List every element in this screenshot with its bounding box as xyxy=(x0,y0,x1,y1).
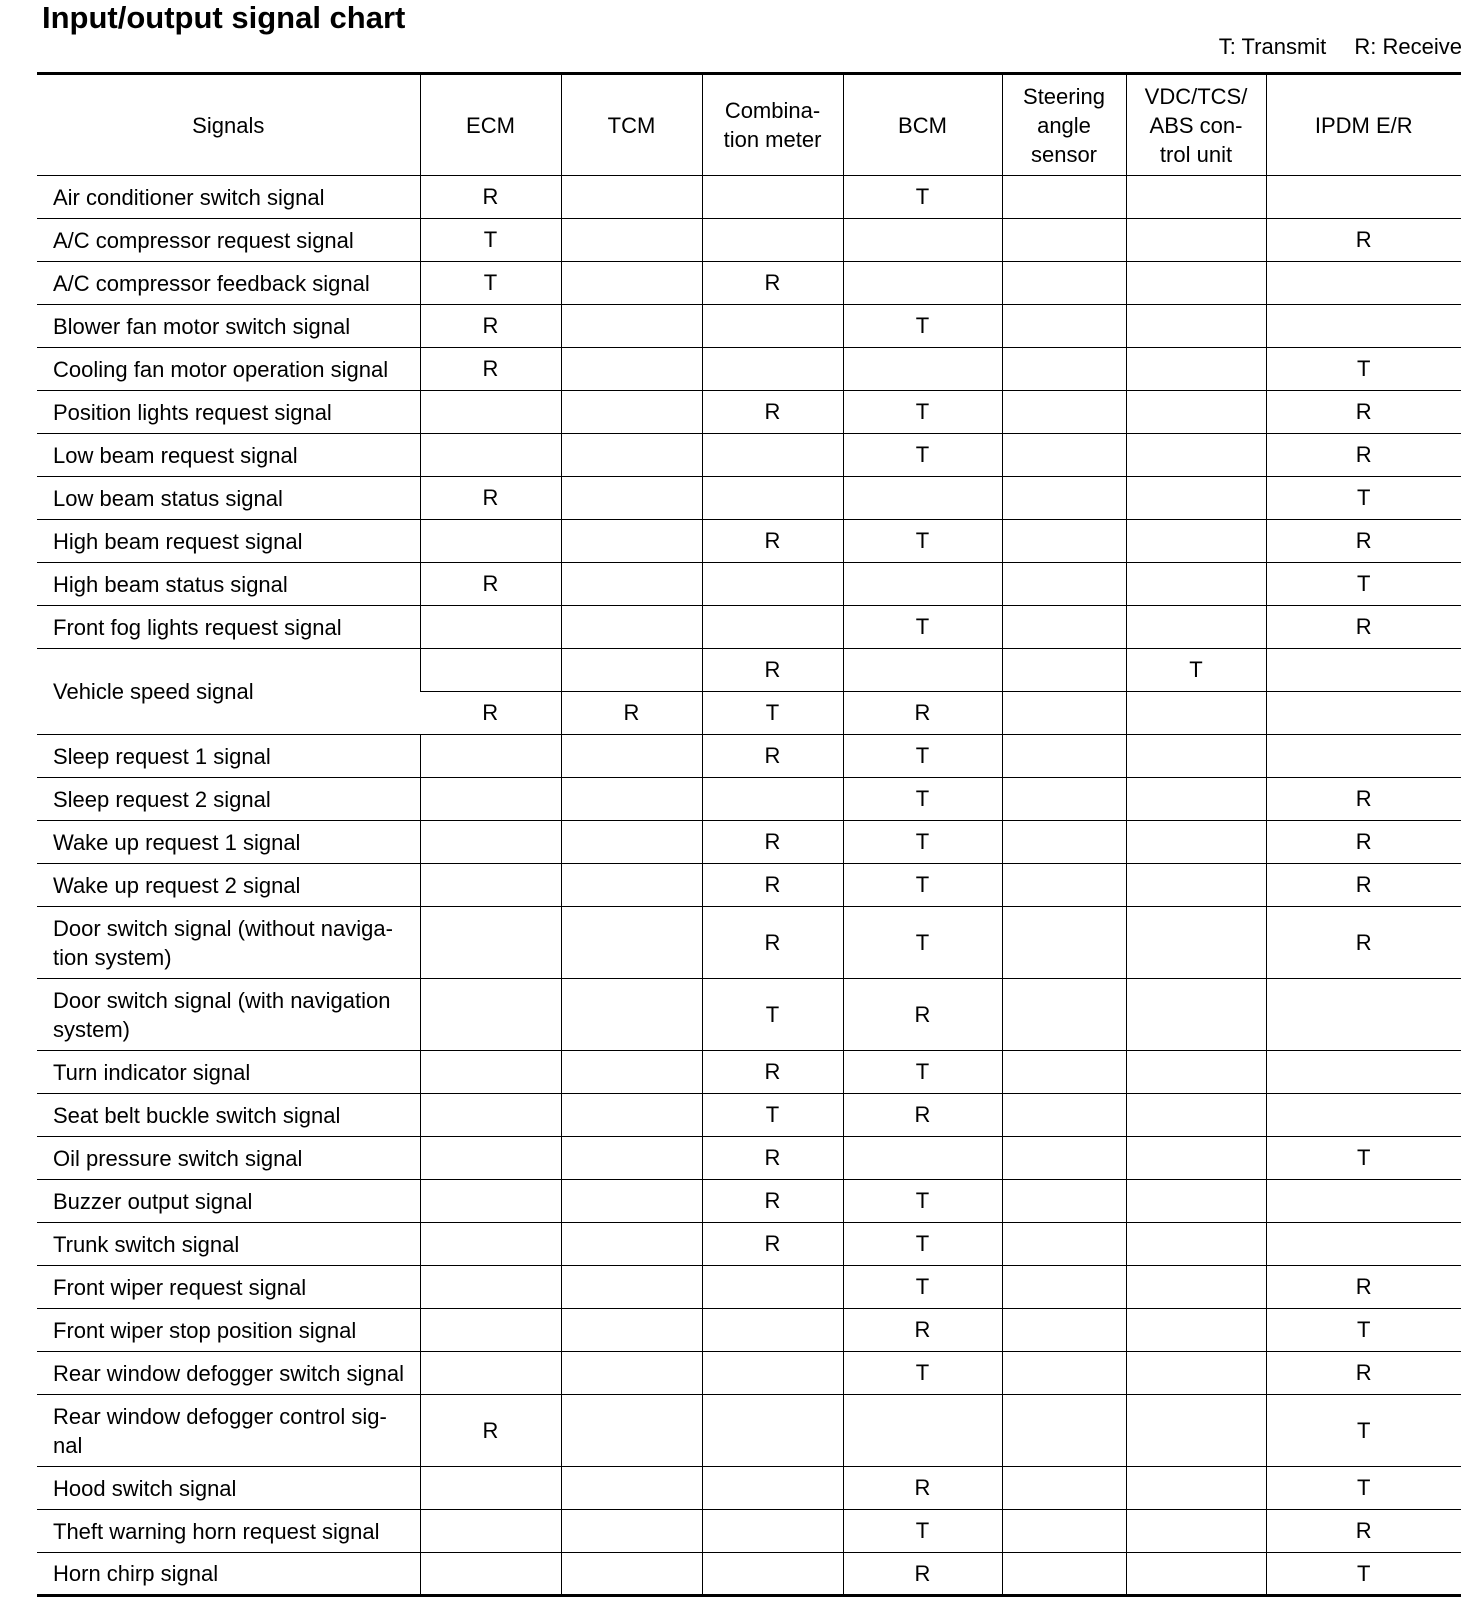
signal-value-cell xyxy=(702,1553,843,1596)
signal-value-cell xyxy=(420,1180,561,1223)
signal-value-cell xyxy=(1002,606,1126,649)
signal-value-cell xyxy=(702,176,843,219)
signal-value-cell xyxy=(1126,735,1266,778)
table-row xyxy=(37,979,1461,1051)
signal-name-cell: Turn indicator signal xyxy=(37,1051,420,1094)
signal-value-cell: T xyxy=(843,1266,1002,1309)
header-tcm: TCM xyxy=(561,74,702,176)
signal-value-cell: R xyxy=(843,1309,1002,1352)
signal-value-cell xyxy=(1126,907,1266,979)
signal-value-cell: R xyxy=(702,649,843,692)
signal-value-cell xyxy=(843,649,1002,692)
signal-value-cell xyxy=(420,778,561,821)
signal-name-cell: Door switch signal (without naviga- tion system) xyxy=(37,907,420,979)
signal-value-cell xyxy=(561,1266,702,1309)
signal-name-cell: Wake up request 1 signal xyxy=(37,821,420,864)
signal-name-cell: Low beam status signal xyxy=(37,477,420,520)
signal-value-cell xyxy=(420,979,561,1051)
signal-value-cell: T xyxy=(843,1510,1002,1553)
signal-value-cell xyxy=(1126,305,1266,348)
chart-title: Input/output signal chart xyxy=(42,0,406,35)
signal-name-cell: High beam status signal xyxy=(37,563,420,606)
signal-value-cell xyxy=(843,1395,1002,1467)
signal-value-cell: R xyxy=(1266,391,1461,434)
signal-value-cell: T xyxy=(843,907,1002,979)
signal-value-cell xyxy=(1002,477,1126,520)
signal-value-cell xyxy=(702,1395,843,1467)
signal-value-cell xyxy=(420,434,561,477)
signal-value-cell xyxy=(1002,176,1126,219)
signal-value-cell: R xyxy=(1266,907,1461,979)
signal-value-cell xyxy=(1002,1510,1126,1553)
signal-name-cell: Sleep request 2 signal xyxy=(37,778,420,821)
table-row xyxy=(37,606,1461,649)
signal-value-cell xyxy=(561,649,702,692)
table-row xyxy=(37,1510,1461,1553)
signal-value-cell xyxy=(1126,1395,1266,1467)
signal-value-cell xyxy=(702,1266,843,1309)
signal-value-cell xyxy=(561,735,702,778)
table-row xyxy=(37,1094,1461,1137)
signal-name-cell: Blower fan motor switch signal xyxy=(37,305,420,348)
signal-value-cell xyxy=(420,1266,561,1309)
header-steering-angle-sensor: Steering angle sensor xyxy=(1002,74,1126,176)
signal-value-cell xyxy=(561,1510,702,1553)
signal-name-cell: Front wiper stop position signal xyxy=(37,1309,420,1352)
signal-value-cell: R xyxy=(1266,1510,1461,1553)
signal-name-cell: Rear window defogger control sig- nal xyxy=(37,1395,420,1467)
table-row xyxy=(37,1180,1461,1223)
signal-value-cell xyxy=(561,1094,702,1137)
signal-value-cell xyxy=(702,778,843,821)
signal-value-cell: T xyxy=(702,692,843,735)
signal-value-cell xyxy=(1002,1223,1126,1266)
signal-value-cell xyxy=(1126,1266,1266,1309)
signal-value-cell xyxy=(1002,778,1126,821)
signal-value-cell xyxy=(1126,821,1266,864)
signal-value-cell xyxy=(420,1094,561,1137)
signal-value-cell: T xyxy=(843,434,1002,477)
signal-value-cell xyxy=(561,1223,702,1266)
signal-value-cell xyxy=(702,1467,843,1510)
signal-value-cell xyxy=(1126,219,1266,262)
table-row xyxy=(37,907,1461,979)
signal-value-cell xyxy=(561,864,702,907)
signal-value-cell: R xyxy=(1266,1352,1461,1395)
signal-value-cell xyxy=(561,1309,702,1352)
signal-value-cell xyxy=(561,391,702,434)
signal-value-cell xyxy=(561,434,702,477)
signal-value-cell: R xyxy=(420,477,561,520)
signal-value-cell xyxy=(1266,176,1461,219)
signal-value-cell xyxy=(420,1352,561,1395)
signal-name-cell: Rear window defogger switch signal xyxy=(37,1352,420,1395)
signal-value-cell xyxy=(561,979,702,1051)
signal-value-cell xyxy=(843,219,1002,262)
table-row xyxy=(37,219,1461,262)
signal-value-cell xyxy=(1126,262,1266,305)
signal-value-cell: R xyxy=(1266,219,1461,262)
signal-value-cell xyxy=(1266,1094,1461,1137)
signal-value-cell xyxy=(1266,692,1461,735)
signal-value-cell xyxy=(1126,692,1266,735)
signal-name-cell: Sleep request 1 signal xyxy=(37,735,420,778)
signal-value-cell xyxy=(420,864,561,907)
signal-value-cell: R xyxy=(702,391,843,434)
signal-name-cell: Cooling fan motor operation signal xyxy=(37,348,420,391)
signal-value-cell xyxy=(561,1553,702,1596)
signal-value-cell xyxy=(1126,606,1266,649)
signal-value-cell xyxy=(420,821,561,864)
signal-name-cell: High beam request signal xyxy=(37,520,420,563)
signal-value-cell: T xyxy=(843,305,1002,348)
header-ecm: ECM xyxy=(420,74,561,176)
signal-value-cell xyxy=(561,520,702,563)
signal-value-cell xyxy=(1002,219,1126,262)
table-row xyxy=(37,864,1461,907)
signal-value-cell: R xyxy=(420,692,561,735)
signal-value-cell xyxy=(1266,1051,1461,1094)
signal-value-cell: T xyxy=(843,391,1002,434)
signal-value-cell: T xyxy=(420,262,561,305)
signal-value-cell xyxy=(1126,434,1266,477)
signal-value-cell xyxy=(561,348,702,391)
signal-value-cell xyxy=(1002,563,1126,606)
legend xyxy=(1197,34,1462,60)
signal-value-cell: T xyxy=(843,778,1002,821)
signal-value-cell xyxy=(420,1051,561,1094)
signal-table xyxy=(37,72,1461,1597)
signal-value-cell xyxy=(702,1352,843,1395)
signal-value-cell xyxy=(1002,348,1126,391)
signal-value-cell: T xyxy=(843,520,1002,563)
signal-value-cell xyxy=(1126,979,1266,1051)
table-row xyxy=(37,391,1461,434)
signal-value-cell xyxy=(561,305,702,348)
header-signals: Signals xyxy=(37,74,420,176)
signal-value-cell xyxy=(1266,979,1461,1051)
signal-name-cell: Hood switch signal xyxy=(37,1467,420,1510)
signal-value-cell: T xyxy=(420,219,561,262)
signal-value-cell xyxy=(1002,907,1126,979)
signal-value-cell xyxy=(1002,305,1126,348)
signal-value-cell: T xyxy=(1266,477,1461,520)
signal-value-cell: R xyxy=(420,305,561,348)
signal-value-cell xyxy=(561,606,702,649)
signal-value-cell xyxy=(1002,391,1126,434)
signal-value-cell xyxy=(702,1309,843,1352)
signal-value-cell xyxy=(1002,1051,1126,1094)
signal-value-cell: T xyxy=(843,864,1002,907)
signal-value-cell xyxy=(1126,1467,1266,1510)
signal-value-cell: T xyxy=(1266,563,1461,606)
signal-value-cell: T xyxy=(1266,1309,1461,1352)
signal-value-cell xyxy=(561,1395,702,1467)
signal-value-cell xyxy=(561,1352,702,1395)
signal-value-cell: R xyxy=(702,735,843,778)
signal-name-cell: Front wiper request signal xyxy=(37,1266,420,1309)
signal-value-cell xyxy=(1126,348,1266,391)
signal-value-cell xyxy=(843,348,1002,391)
table-row xyxy=(37,778,1461,821)
table-row xyxy=(37,262,1461,305)
signal-value-cell: R xyxy=(420,176,561,219)
signal-value-cell xyxy=(561,1467,702,1510)
signal-value-cell: R xyxy=(702,1137,843,1180)
signal-value-cell xyxy=(561,907,702,979)
signal-value-cell xyxy=(702,219,843,262)
table-row xyxy=(37,434,1461,477)
signal-value-cell xyxy=(702,563,843,606)
signal-value-cell xyxy=(420,735,561,778)
signal-value-cell xyxy=(843,1137,1002,1180)
signal-value-cell xyxy=(420,1510,561,1553)
signal-value-cell xyxy=(420,1223,561,1266)
signal-value-cell xyxy=(420,907,561,979)
signal-value-cell: R xyxy=(420,563,561,606)
signal-value-cell: T xyxy=(843,176,1002,219)
signal-value-cell: T xyxy=(1266,1137,1461,1180)
signal-value-cell xyxy=(1266,649,1461,692)
table-body xyxy=(37,176,1461,1596)
signal-value-cell xyxy=(1002,735,1126,778)
signal-value-cell xyxy=(1002,1094,1126,1137)
signal-value-cell: R xyxy=(843,979,1002,1051)
signal-value-cell xyxy=(1126,1309,1266,1352)
table-row xyxy=(37,821,1461,864)
signal-value-cell xyxy=(1126,1051,1266,1094)
table-row xyxy=(37,1223,1461,1266)
signal-name-cell: Vehicle speed signal xyxy=(37,649,420,735)
signal-value-cell xyxy=(561,778,702,821)
signal-value-cell xyxy=(702,348,843,391)
signal-value-cell: R xyxy=(420,1395,561,1467)
signal-name-cell: Front fog lights request signal xyxy=(37,606,420,649)
signal-value-cell xyxy=(561,821,702,864)
signal-value-cell xyxy=(1126,1510,1266,1553)
signal-value-cell xyxy=(1126,477,1266,520)
signal-value-cell xyxy=(1002,1553,1126,1596)
table-row xyxy=(37,1395,1461,1467)
signal-value-cell xyxy=(1002,979,1126,1051)
signal-value-cell: T xyxy=(843,606,1002,649)
table-row xyxy=(37,1352,1461,1395)
table-row xyxy=(37,1467,1461,1510)
signal-value-cell: R xyxy=(1266,606,1461,649)
signal-value-cell xyxy=(561,1180,702,1223)
signal-value-cell xyxy=(420,1467,561,1510)
legend-transmit: T: Transmit xyxy=(1218,34,1327,59)
signal-value-cell xyxy=(1002,864,1126,907)
signal-value-cell: T xyxy=(1266,1467,1461,1510)
signal-value-cell xyxy=(561,262,702,305)
signal-name-cell: Wake up request 2 signal xyxy=(37,864,420,907)
signal-value-cell: T xyxy=(843,1180,1002,1223)
signal-value-cell xyxy=(1002,520,1126,563)
signal-value-cell xyxy=(1126,1180,1266,1223)
signal-value-cell xyxy=(1002,434,1126,477)
signal-name-cell: Buzzer output signal xyxy=(37,1180,420,1223)
signal-value-cell: R xyxy=(702,864,843,907)
signal-value-cell xyxy=(1002,1266,1126,1309)
signal-value-cell xyxy=(702,606,843,649)
signal-value-cell xyxy=(702,305,843,348)
signal-value-cell xyxy=(1126,1553,1266,1596)
table-row xyxy=(37,305,1461,348)
signal-value-cell xyxy=(420,1137,561,1180)
signal-value-cell: R xyxy=(1266,520,1461,563)
signal-value-cell xyxy=(561,563,702,606)
signal-value-cell xyxy=(843,477,1002,520)
signal-name-cell: Low beam request signal xyxy=(37,434,420,477)
table-row xyxy=(37,563,1461,606)
signal-value-cell: R xyxy=(1266,434,1461,477)
signal-value-cell xyxy=(1002,649,1126,692)
signal-value-cell xyxy=(702,1510,843,1553)
signal-value-cell: R xyxy=(561,692,702,735)
signal-value-cell: R xyxy=(702,1180,843,1223)
table-row xyxy=(37,1051,1461,1094)
signal-value-cell xyxy=(1126,1223,1266,1266)
signal-value-cell: R xyxy=(420,348,561,391)
signal-value-cell: R xyxy=(702,1051,843,1094)
signal-value-cell xyxy=(1126,563,1266,606)
header-combination-meter: Combina- tion meter xyxy=(702,74,843,176)
signal-value-cell xyxy=(1002,1395,1126,1467)
signal-value-cell xyxy=(561,477,702,520)
header-bcm: BCM xyxy=(843,74,1002,176)
signal-value-cell xyxy=(1266,735,1461,778)
signal-value-cell xyxy=(561,176,702,219)
signal-value-cell xyxy=(1126,778,1266,821)
table-row xyxy=(37,520,1461,563)
signal-value-cell xyxy=(1266,1223,1461,1266)
signal-value-cell: T xyxy=(702,979,843,1051)
signal-value-cell: T xyxy=(843,821,1002,864)
signal-value-cell xyxy=(420,606,561,649)
table-row xyxy=(37,649,1461,692)
signal-value-cell xyxy=(702,477,843,520)
signal-value-cell: R xyxy=(843,1467,1002,1510)
signal-name-cell: Air conditioner switch signal xyxy=(37,176,420,219)
signal-name-cell: Oil pressure switch signal xyxy=(37,1137,420,1180)
signal-value-cell xyxy=(1002,1137,1126,1180)
signal-value-cell xyxy=(420,1309,561,1352)
signal-value-cell: T xyxy=(1266,348,1461,391)
table-row xyxy=(37,348,1461,391)
signal-value-cell xyxy=(843,563,1002,606)
signal-value-cell xyxy=(702,434,843,477)
signal-name-cell: Position lights request signal xyxy=(37,391,420,434)
signal-name-cell: Horn chirp signal xyxy=(37,1553,420,1596)
signal-value-cell: R xyxy=(1266,778,1461,821)
table-header-row xyxy=(37,74,1461,176)
signal-value-cell: T xyxy=(843,1223,1002,1266)
signal-name-cell: Door switch signal (with navigation system) xyxy=(37,979,420,1051)
signal-value-cell: T xyxy=(843,1352,1002,1395)
signal-value-cell: T xyxy=(843,1051,1002,1094)
table-row xyxy=(37,477,1461,520)
signal-name-cell: Seat belt buckle switch signal xyxy=(37,1094,420,1137)
signal-value-cell xyxy=(561,1137,702,1180)
signal-value-cell xyxy=(420,391,561,434)
signal-value-cell: R xyxy=(702,821,843,864)
signal-value-cell xyxy=(1266,262,1461,305)
signal-value-cell: R xyxy=(1266,1266,1461,1309)
signal-value-cell xyxy=(843,262,1002,305)
table-row xyxy=(37,1309,1461,1352)
signal-value-cell xyxy=(561,1051,702,1094)
signal-value-cell xyxy=(1126,864,1266,907)
signal-value-cell: R xyxy=(702,262,843,305)
signal-value-cell xyxy=(1126,1137,1266,1180)
signal-value-cell: T xyxy=(843,735,1002,778)
signal-value-cell: T xyxy=(1126,649,1266,692)
signal-value-cell xyxy=(1002,692,1126,735)
signal-value-cell xyxy=(1126,1094,1266,1137)
header-vdc-tcs-abs-control-unit: VDC/TCS/ ABS con- trol unit xyxy=(1126,74,1266,176)
signal-value-cell xyxy=(1126,176,1266,219)
signal-value-cell xyxy=(1266,305,1461,348)
signal-value-cell: R xyxy=(843,1553,1002,1596)
signal-value-cell: R xyxy=(1266,864,1461,907)
signal-value-cell xyxy=(420,520,561,563)
signal-value-cell: R xyxy=(843,692,1002,735)
signal-value-cell xyxy=(1126,391,1266,434)
signal-value-cell xyxy=(1002,1467,1126,1510)
signal-value-cell: R xyxy=(702,907,843,979)
signal-value-cell xyxy=(1266,1180,1461,1223)
table-row xyxy=(37,1137,1461,1180)
signal-value-cell: T xyxy=(1266,1395,1461,1467)
signal-name-cell: Theft warning horn request signal xyxy=(37,1510,420,1553)
signal-value-cell: T xyxy=(702,1094,843,1137)
signal-value-cell xyxy=(1002,1352,1126,1395)
signal-value-cell xyxy=(561,219,702,262)
signal-name-cell: Trunk switch signal xyxy=(37,1223,420,1266)
signal-value-cell: R xyxy=(1266,821,1461,864)
signal-value-cell xyxy=(1002,1309,1126,1352)
signal-value-cell: R xyxy=(843,1094,1002,1137)
legend-receive: R: Receive xyxy=(1354,34,1462,59)
table-row xyxy=(37,1266,1461,1309)
header-ipdm-er: IPDM E/R xyxy=(1266,74,1461,176)
signal-name-cell: A/C compressor feedback signal xyxy=(37,262,420,305)
signal-value-cell xyxy=(1002,1180,1126,1223)
signal-value-cell xyxy=(1126,520,1266,563)
signal-value-cell xyxy=(1002,262,1126,305)
table-row xyxy=(37,735,1461,778)
signal-value-cell xyxy=(1002,821,1126,864)
signal-value-cell: T xyxy=(1266,1553,1461,1596)
table-row xyxy=(37,176,1461,219)
signal-value-cell xyxy=(420,1553,561,1596)
signal-name-cell: A/C compressor request signal xyxy=(37,219,420,262)
signal-value-cell xyxy=(1126,1352,1266,1395)
signal-value-cell: R xyxy=(702,520,843,563)
table-row xyxy=(37,1553,1461,1596)
signal-value-cell xyxy=(420,649,561,692)
signal-value-cell: R xyxy=(702,1223,843,1266)
